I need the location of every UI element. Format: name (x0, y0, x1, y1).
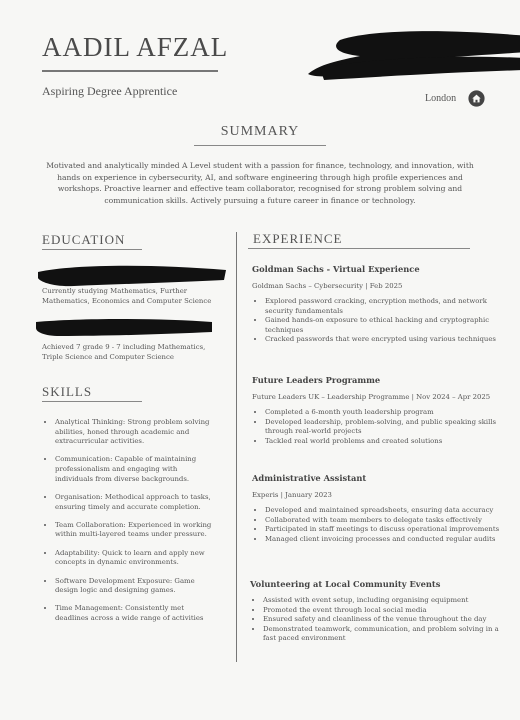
education-entry-1: Currently studying Mathematics, Further Mathematics, Economics and Computer Science (42, 287, 212, 305)
column-divider (236, 232, 237, 662)
redacted-school-name-2 (30, 316, 216, 338)
job-subtitle: Future Leaders UK – Leadership Programme | Nov 2024 – Apr 2025 (252, 393, 491, 401)
skill-item: • Time Management: Consistently met deadlines across a wide range of activities (55, 604, 215, 623)
job-bullet: • Cracked passwords that were encrypted using various techniques (265, 335, 502, 345)
skill-item: • Communication: Capable of maintaining professionalism and engaging with individuals from diverse backgrounds. (55, 455, 215, 484)
experience-entry-goldman (252, 264, 502, 345)
job-title: Goldman Sachs - Virtual Experience (252, 264, 420, 274)
job-bullet: • Developed and maintained spreadsheets, ensuring data accuracy (265, 506, 502, 516)
job-bullet: • Completed a 6-month youth leadership program (265, 408, 502, 418)
job-bullet: • Promoted the event through local social media (263, 606, 500, 616)
skill-item: • Software Development Exposure: Game design logic and designing games. (55, 577, 215, 596)
job-bullet: • Gained hands-on exposure to ethical hacking and cryptographic techniques (265, 316, 502, 335)
job-bullets (250, 596, 500, 644)
experience-underline (248, 248, 470, 249)
job-subtitle: Goldman Sachs – Cybersecurity | Feb 2025 (252, 282, 403, 290)
skill-item: • Analytical Thinking: Strong problem solving abilities, honed through academic and extracurricular activities. (55, 418, 215, 447)
experience-entry-volunteering (250, 579, 500, 644)
job-title: Administrative Assistant (252, 473, 367, 483)
candidate-name: AADIL AFZAL (42, 32, 229, 62)
summary-underline (194, 145, 326, 146)
name-underline (42, 70, 218, 72)
skills-list (42, 418, 215, 632)
job-title: Volunteering at Local Community Events (250, 579, 441, 589)
job-bullet: • Developed leadership, problem-solving, and public speaking skills through real-world projects (265, 418, 502, 437)
job-bullet: • Explored password cracking, encryption methods, and network security fundamentals (265, 297, 502, 316)
education-entry-2: Achieved 7 grade 9 - 7 including Mathematics, Triple Science and Computer Science (42, 343, 206, 361)
skills-underline (42, 401, 142, 402)
job-bullet: • Participated in staff meetings to discuss operational improvements (265, 525, 502, 535)
experience-heading: EXPERIENCE (253, 231, 343, 246)
job-bullets (252, 506, 502, 544)
skill-item: • Adaptability: Quick to learn and apply new concepts in dynamic environments. (55, 549, 215, 568)
job-bullet: • Demonstrated teamwork, communication, and problem solving in a fast paced environment (263, 625, 500, 644)
job-bullet: • Managed client invoicing processes and conducted regular audits (265, 535, 502, 545)
education-heading: EDUCATION (42, 232, 126, 247)
summary-paragraph: Motivated and analytically minded A Level student with a passion for finance, technology, and innovation, with hands on experience in cybersecurity, AI, and software engineering through high profile experiences and workshops. Proactive learner and effective team collaborator, recognised for strong problem solving and communication skills. Actively pursuing a future career in finance or technology. (46, 161, 474, 205)
job-bullets (252, 408, 502, 446)
experience-entry-future-leaders (252, 375, 502, 446)
candidate-tagline: Aspiring Degree Apprentice (42, 84, 178, 98)
job-bullet: • Ensured safety and cleanliness of the venue throughout the day (263, 615, 500, 625)
job-bullet: • Assisted with event setup, including organising equipment (263, 596, 500, 606)
redacted-contact-block (300, 22, 520, 82)
job-bullet: • Collaborated with team members to delegate tasks effectively (265, 516, 502, 526)
summary-heading: SUMMARY (220, 124, 300, 139)
skills-heading: SKILLS (42, 384, 93, 399)
skill-item: • Organisation: Methodical approach to tasks, ensuring timely and accurate completion. (55, 493, 215, 512)
job-bullets (252, 297, 502, 345)
job-bullet: • Tackled real world problems and created solutions (265, 437, 502, 447)
skill-item: • Team Collaboration: Experienced in working within multi-layered teams under pressure. (55, 521, 215, 540)
experience-entry-admin-assistant (252, 473, 502, 544)
education-underline (42, 249, 142, 250)
home-icon (468, 90, 485, 107)
job-subtitle: Experis | January 2023 (252, 491, 332, 499)
redacted-school-name-1 (34, 262, 230, 288)
location-text: London (425, 93, 457, 104)
job-title: Future Leaders Programme (252, 375, 381, 385)
